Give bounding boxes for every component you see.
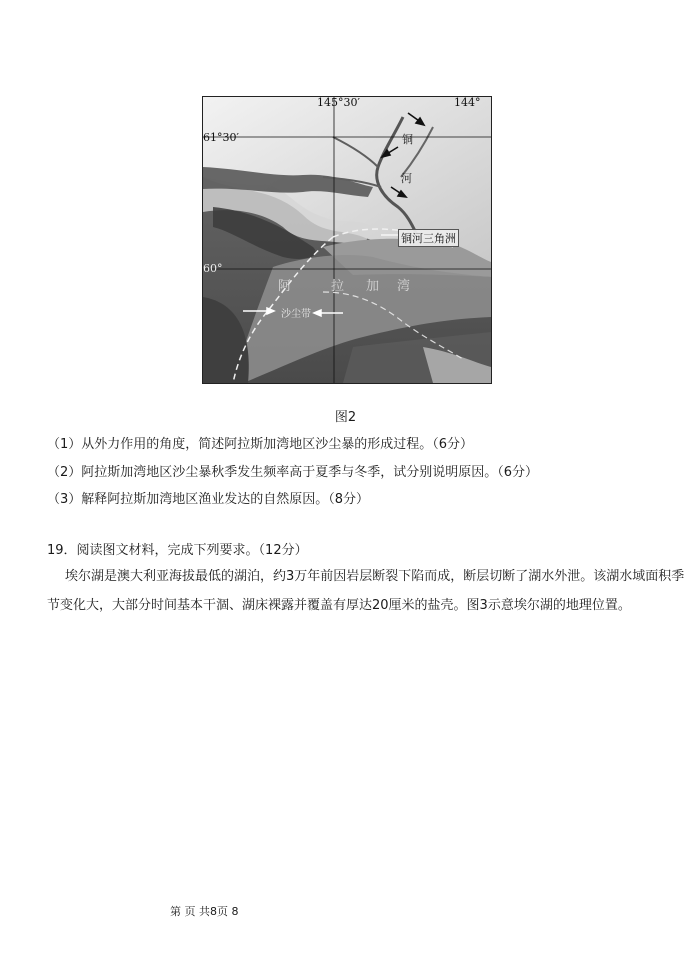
bay-label-char-2: 拉 [331,279,345,294]
bay-label-char-4: 湾 [397,279,411,294]
bay-label-char-3: 加 [366,279,380,294]
question-19-paragraph-line-2: 节变化大，大部分时间基本干涸、湖床裸露并覆盖有厚达20厘米的盐壳。图3示意埃尔湖的地理位置。 [47,598,631,613]
river-label-char-1: 铜 [402,133,413,146]
dust-band-label: 沙尘带 [281,309,311,320]
longitude-label-144: 144° [454,96,481,109]
latitude-label-61-30: 61°30′ [203,131,239,144]
latitude-label-60: 60° [203,262,223,275]
river-label-char-2: 河 [401,172,412,185]
delta-label: 铜河三角洲 [398,229,459,247]
question-1: （1）从外力作用的角度，简述阿拉斯加湾地区沙尘暴的形成过程。（6分） [47,437,474,452]
question-3: （3）解释阿拉斯加湾地区渔业发达的自然原因。（8分） [47,492,370,507]
bay-label-char-1: 阿 [278,279,292,294]
question-19-paragraph-line-1: 埃尔湖是澳大利亚海拔最低的湖泊，约3万年前因岩层断裂下陷而成，断层切断了湖水外泄。该湖水域面积季 [65,569,685,584]
question-2: （2）阿拉斯加湾地区沙尘暴秋季发生频率高于夏季与冬季，试分别说明原因。（6分） [47,465,539,480]
figure-caption: 图2 [334,410,357,425]
page-footer: 第 页 共8页 8 [170,905,239,918]
question-19-title: 19．阅读图文材料，完成下列要求。（12分） [47,543,308,558]
longitude-label-145-30: 145°30′ [317,96,360,109]
